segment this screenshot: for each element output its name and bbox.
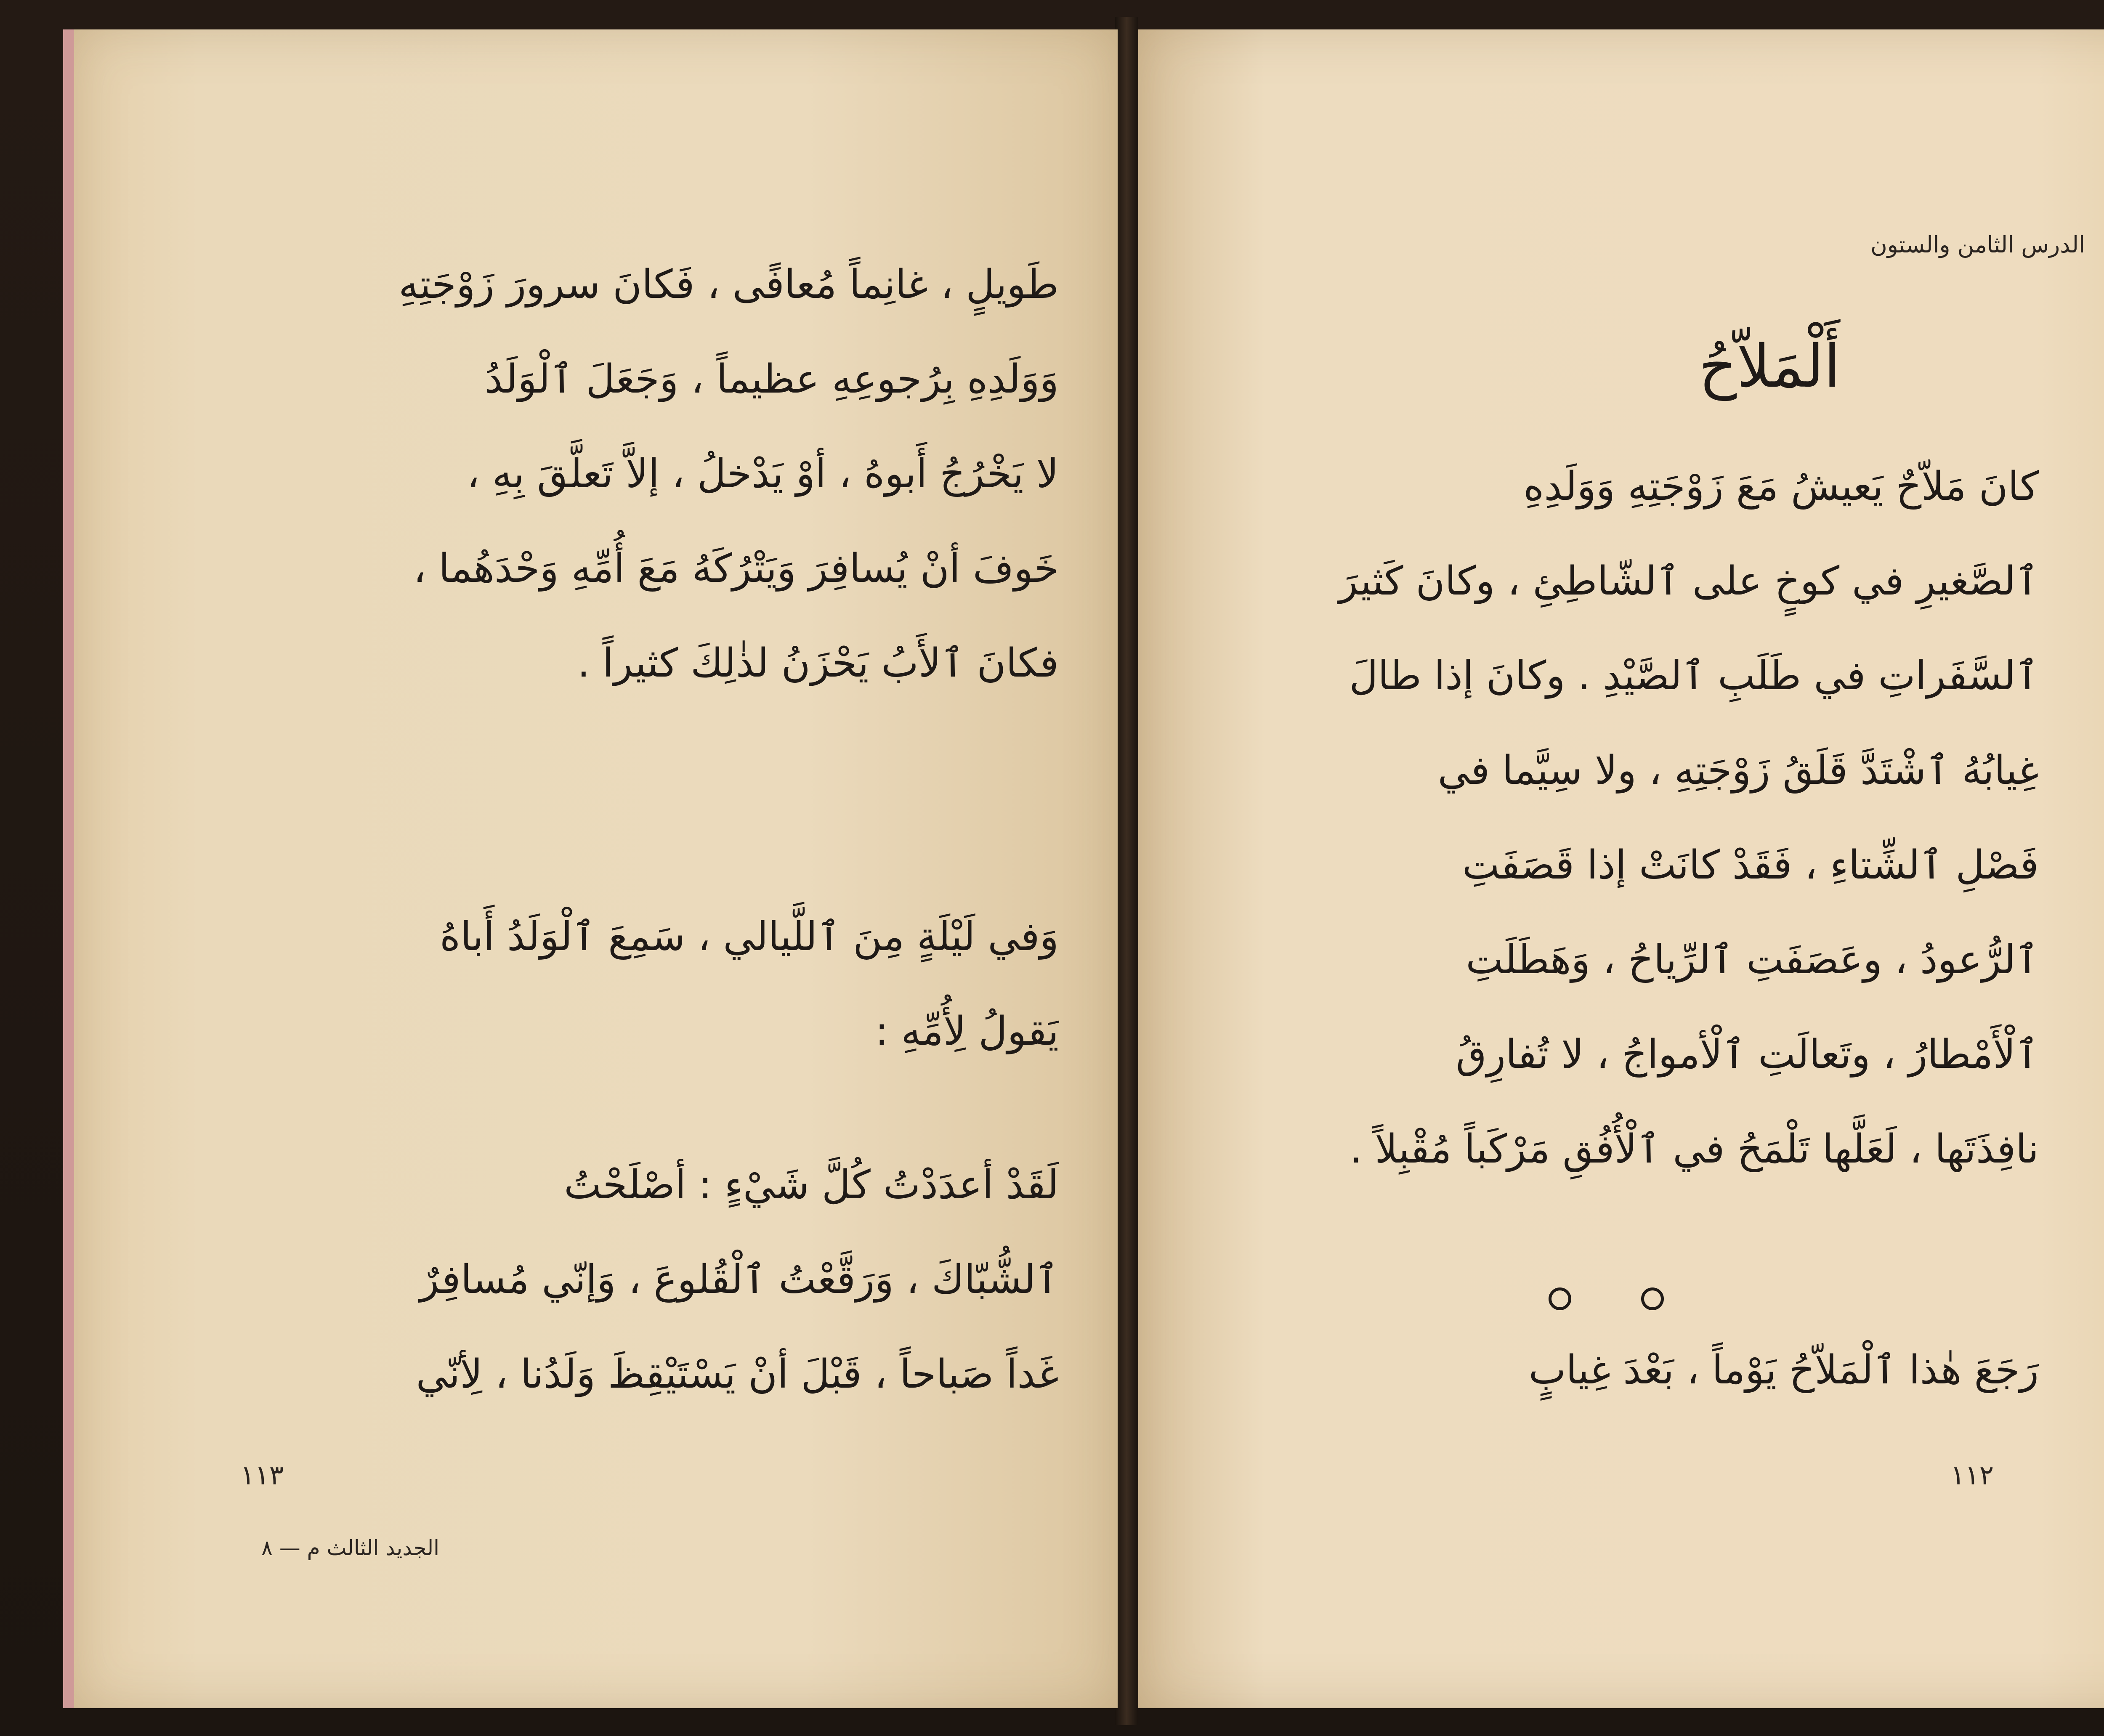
circle-ornament-icon bbox=[1641, 1287, 1664, 1310]
text-line: خَوفَ أنْ يُسافِرَ وَيَتْرُكَهُ مَعَ أُمِّهِ وَحْدَهُما ، bbox=[413, 546, 1059, 592]
text-line: وَوَلَدِهِ بِرُجوعِهِ عظيماً ، وَجَعَلَ ٱلْوَلَدُ bbox=[485, 356, 1059, 402]
text-line: رَجَعَ هٰذا ٱلْمَلاّحُ يَوْماً ، بَعْدَ غِيابٍ bbox=[1528, 1347, 2039, 1393]
section-divider bbox=[1549, 1287, 1675, 1321]
text-line: نافِذَتَها ، لَعَلَّها تَلْمَحُ في ٱلْأُفُقِ مَرْكَباً مُقْبِلاً . bbox=[1350, 1126, 2039, 1172]
text-line: يَقولُ لِأُمِّهِ : bbox=[875, 1009, 1059, 1054]
text-line: كانَ مَلاّحٌ يَعيشُ مَعَ زَوْجَتِهِ وَوَلَدِهِ bbox=[1523, 464, 2039, 510]
lesson-title: أَلْمَلاّحُ bbox=[1698, 332, 1841, 401]
page-number: ١١٢ bbox=[1950, 1460, 1994, 1491]
text-line: ٱلشُّبّاكَ ، وَرَقَّعْتُ ٱلْقُلوعَ ، وَإنّي مُسافِرٌ bbox=[420, 1257, 1059, 1303]
page-number: ١١٣ bbox=[240, 1460, 284, 1491]
running-head: الدرس الثامن والستون bbox=[1870, 231, 2085, 258]
right-page bbox=[1138, 29, 2104, 1708]
text-line: طَويلٍ ، غانِماً مُعافًى ، فَكانَ سرورَ زَوْجَتِهِ bbox=[398, 262, 1059, 308]
book-spine bbox=[1115, 17, 1138, 1725]
text-line: فكانَ ٱلأَبُ يَحْزَنُ لذٰلِكَ كثيراً . bbox=[577, 640, 1059, 686]
left-page bbox=[63, 29, 1118, 1708]
text-line: وَفي لَيْلَةٍ مِنَ ٱللَّيالي ، سَمِعَ ٱلْوَلَدُ أَباهُ bbox=[440, 914, 1059, 960]
text-line: غَداً صَباحاً ، قَبْلَ أنْ يَسْتَيْقِظَ وَلَدُنا ، لِأنّي bbox=[416, 1351, 1059, 1397]
circle-ornament-icon bbox=[1549, 1287, 1571, 1310]
signature-mark: الجديد الثالث م — ٨ bbox=[261, 1536, 439, 1560]
text-line: ٱلصَّغيرِ في كوخٍ على ٱلشّاطِئِ ، وكانَ كَثيرَ bbox=[1339, 558, 2039, 604]
text-line: غِيابُهُ ٱشْتَدَّ قَلَقُ زَوْجَتِهِ ، ولا سِيَّما في bbox=[1437, 748, 2039, 794]
text-line: ٱلرُّعودُ ، وعَصَفَتِ ٱلرِّياحُ ، وَهَطَلَتِ bbox=[1466, 937, 2039, 983]
text-line: ٱلْأَمْطارُ ، وتَعالَتِ ٱلْأمواجُ ، لا تُفارِقُ bbox=[1456, 1032, 2039, 1078]
text-line: ٱلسَّفَراتِ في طَلَبِ ٱلصَّيْدِ . وكانَ إذا طالَ bbox=[1349, 653, 2039, 699]
text-line: لا يَخْرُجُ أَبوهُ ، أوْ يَدْخلُ ، إلاَّ تَعلَّقَ بِهِ ، bbox=[467, 451, 1059, 497]
text-line: لَقَدْ أعدَدْتُ كُلَّ شَيْءٍ : أصْلَحْتُ bbox=[564, 1162, 1059, 1208]
text-line: فَصْلِ ٱلشِّتاءِ ، فَقَدْ كانَتْ إذا قَصَفَتِ bbox=[1462, 842, 2039, 888]
